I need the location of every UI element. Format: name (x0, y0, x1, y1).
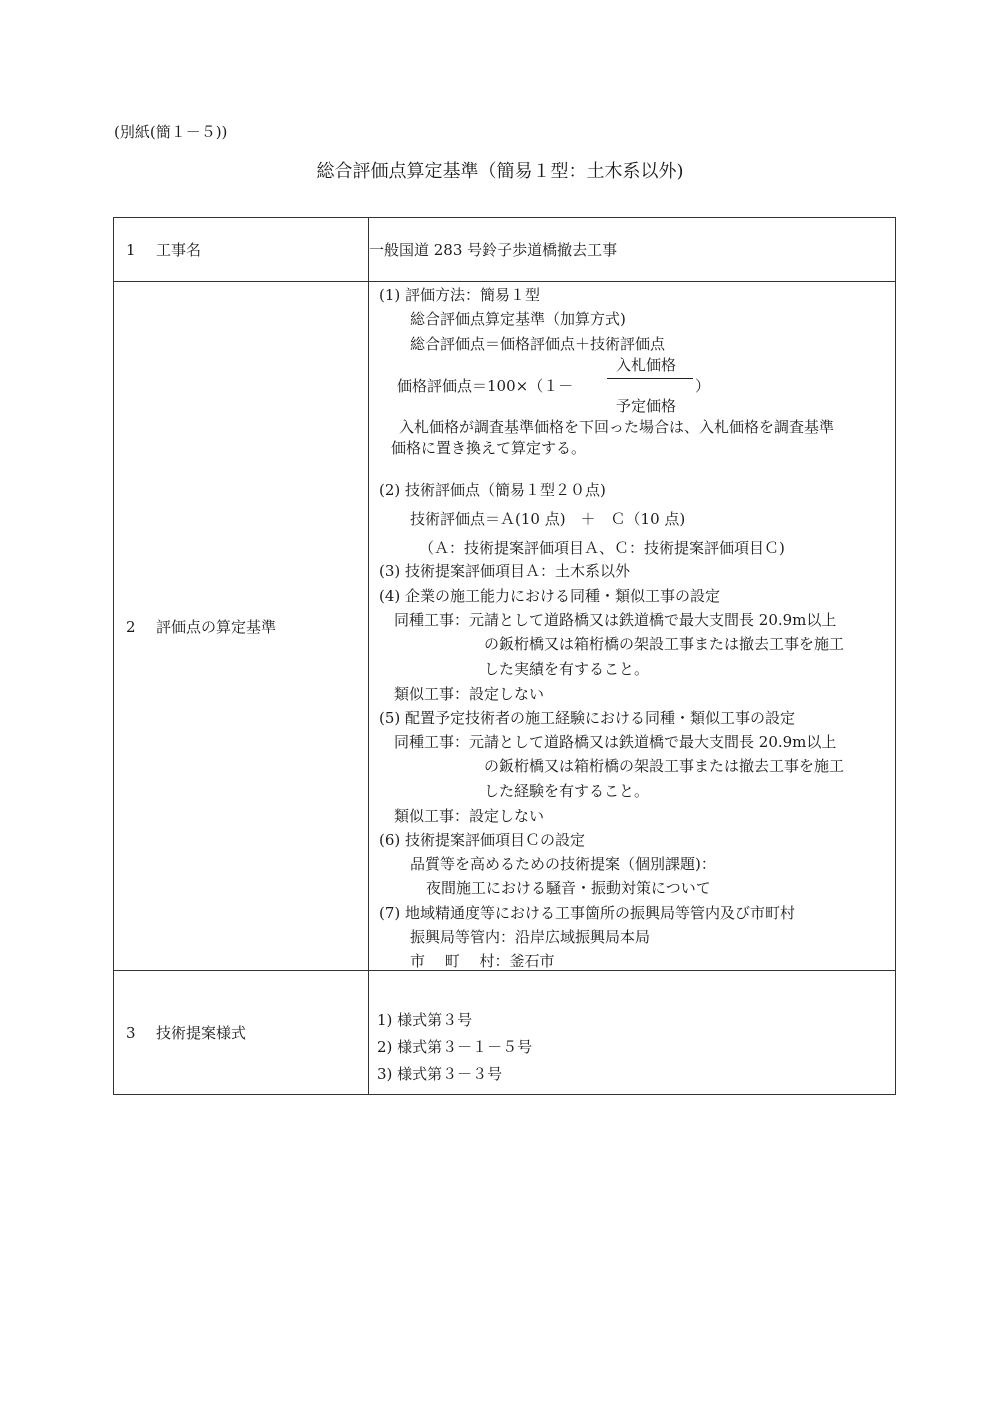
text-line: 入札価格が調査基準価格を下回った場合は、入札価格を調査基準 (399, 418, 835, 436)
list-item: 2) 様式第３－１－５号 (377, 1038, 533, 1056)
text-line: の鈑桁橋又は箱桁橋の架設工事または撤去工事を施工 (484, 757, 845, 775)
text-line: （Ａ：技術提案評価項目Ａ、Ｃ：技術提案評価項目Ｃ) (419, 539, 785, 557)
section-heading: (2) 技術評価点（簡易１型２０点) (379, 481, 606, 499)
text-line: 技術評価点＝Ａ(10 点) ＋ Ｃ（10 点) (410, 510, 686, 528)
table-row (114, 218, 896, 282)
formula-left: 価格評価点＝100×（１－ (397, 377, 574, 395)
section-heading: (5) 配置予定技術者の施工経験における同種・類似工事の設定 (379, 709, 796, 727)
text-line: 市 町 村：釜石市 (410, 952, 555, 970)
section-heading: (3) 技術提案評価項目Ａ：土木系以外 (379, 562, 631, 580)
text-line: 振興局等管内：沿岸広域振興局本局 (410, 928, 651, 946)
text-line: した実績を有すること。 (484, 660, 650, 678)
table-row (114, 282, 896, 971)
list-item: 1) 様式第３号 (377, 1011, 473, 1029)
text-line: 夜間施工における騒音・振動対策について (426, 879, 711, 897)
text-line: の鈑桁橋又は箱桁橋の架設工事または撤去工事を施工 (484, 635, 845, 653)
criteria-table (113, 217, 896, 1095)
document-title: 総合評価点算定基準（簡易１型：土木系以外) (316, 161, 684, 182)
text-line: 総合評価点＝価格評価点＋技術評価点 (410, 335, 666, 353)
row-number: 2 (126, 617, 136, 636)
text-line: 同種工事：元請として道路橋又は鉄道橋で最大支間長 20.9m以上 (394, 733, 837, 751)
text-line: 総合評価点算定基準（加算方式) (410, 310, 626, 328)
section-heading: (7) 地域精通度等における工事箇所の振興局等管内及び市町村 (379, 904, 796, 922)
list-item: 3) 様式第３－３号 (377, 1065, 503, 1083)
table-row (114, 971, 896, 1095)
construction-name: 一般国道 283 号鈴子歩道橋撤去工事 (369, 241, 618, 259)
fraction-numerator: 入札価格 (616, 356, 677, 374)
fraction-denominator: 予定価格 (616, 397, 677, 415)
row-label-cell (114, 971, 369, 1095)
text-line: 類似工事：設定しない (394, 685, 545, 703)
criteria-content-cell (369, 282, 896, 971)
row-label: 評価点の算定基準 (156, 617, 277, 636)
text-line: した経験を有すること。 (484, 782, 650, 800)
row-label: 技術提案様式 (156, 1024, 247, 1042)
section-heading: (6) 技術提案評価項目Ｃの設定 (379, 831, 586, 849)
row-number: 3 (126, 1024, 136, 1042)
construction-name-cell (369, 218, 896, 282)
annex-reference: (別紙(簡１－５)) (114, 123, 228, 141)
row-label: 工事名 (156, 241, 202, 259)
row-label-cell (114, 282, 369, 971)
text-line: 品質等を高めるための技術提案（個別課題)： (410, 855, 716, 873)
formula-right: ） (695, 377, 711, 395)
text-line: 価格に置き換えて算定する。 (391, 439, 587, 457)
text-line: 同種工事：元請として道路橋又は鉄道橋で最大支間長 20.9m以上 (394, 611, 837, 629)
row-label-cell (114, 218, 369, 282)
proposal-forms-cell (369, 971, 896, 1095)
text-line: 類似工事：設定しない (394, 807, 545, 825)
fraction-bar (607, 378, 693, 379)
section-heading: (1) 評価方法：簡易１型 (379, 286, 541, 304)
section-heading: (4) 企業の施工能力における同種・類似工事の設定 (379, 587, 721, 605)
row-number: 1 (126, 241, 136, 259)
